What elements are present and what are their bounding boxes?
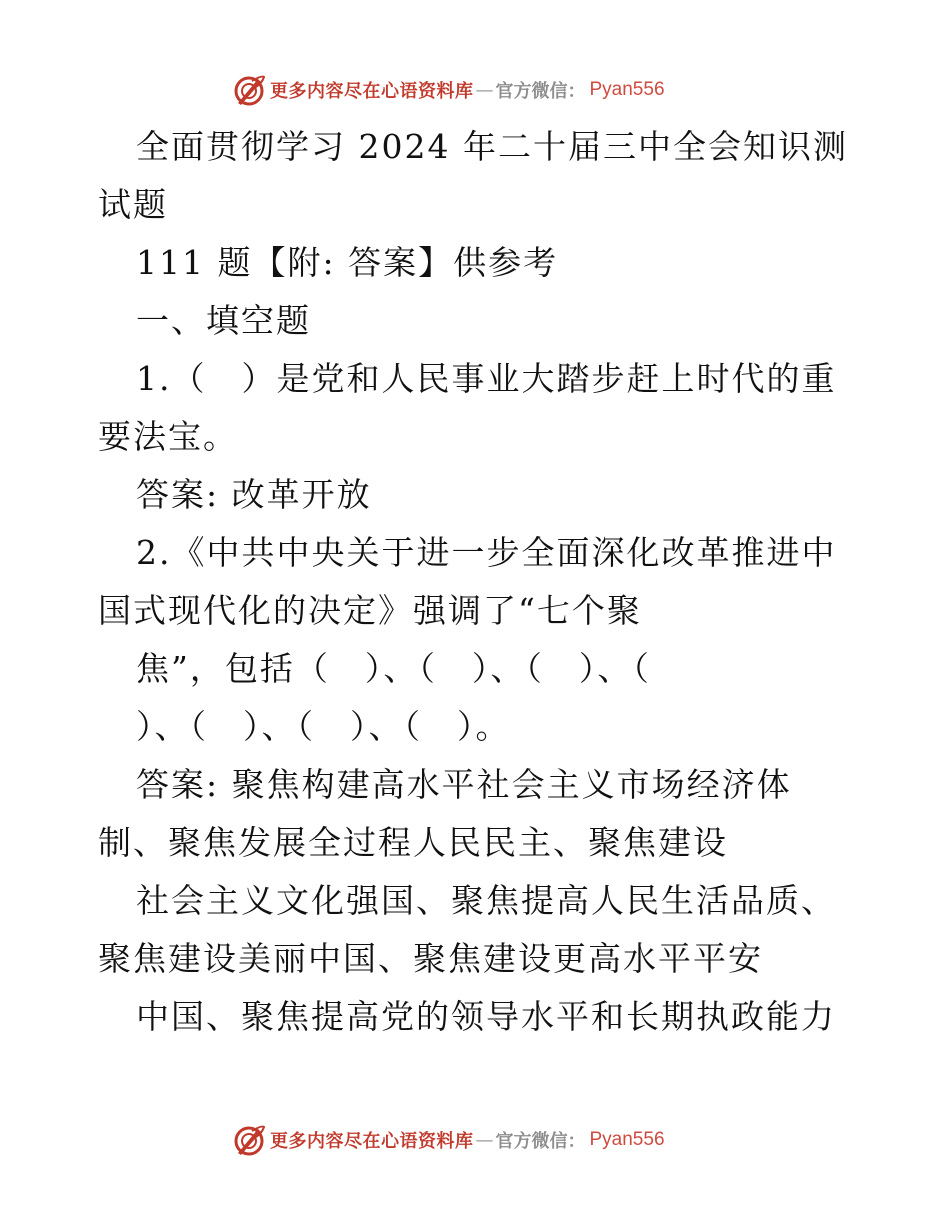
banner-content: [232, 1120, 665, 1160]
answer-2-continued: 中国、聚焦提高党的领导水平和长期执政能力: [136, 997, 836, 1036]
quill-pen-logo-icon: [232, 1123, 266, 1157]
header-watermark-banner: [0, 70, 950, 110]
banner-separator: —: [475, 1129, 494, 1151]
banner-content: [232, 70, 665, 110]
banner-main-text: 更多内容尽在心语资料库: [270, 81, 474, 102]
banner-wechat-id: Pyan556: [589, 79, 665, 100]
document-title: 全面贯彻学习 2024 年二十届三中全会知识测试题: [98, 127, 848, 224]
banner-wechat-label: 官方微信：: [495, 81, 586, 102]
document-body: [98, 118, 858, 1046]
answer-2-continued: 社会主义文化强国、聚焦提高人民生活品质、聚焦建设美丽中国、聚焦建设更高水平平安: [98, 881, 836, 978]
question-2: 2.《中共中央关于进一步全面深化改革推进中国式现代化的决定》强调了“七个聚: [98, 533, 837, 630]
document-subtitle: 111 题【附: 答案】供参考: [136, 243, 559, 282]
banner-separator: —: [475, 79, 494, 101]
banner-wechat-id: Pyan556: [589, 1129, 665, 1150]
banner-wechat-label: 官方微信：: [495, 1131, 586, 1152]
answer-2: 答案: 聚焦构建高水平社会主义市场经济体制、聚焦发展全过程人民民主、聚焦建设: [98, 765, 792, 862]
answer-1: 答案: 改革开放: [136, 475, 372, 514]
question-2-continued: 焦”，包括（ ）、（ ）、（ ）、（: [136, 649, 651, 688]
question-1: 1.（ ）是党和人民事业大踏步赶上时代的重要法宝。: [98, 359, 837, 456]
quill-pen-logo-icon: [232, 73, 266, 107]
banner-main-text: 更多内容尽在心语资料库: [270, 1131, 474, 1152]
section-heading: 一、填空题: [136, 301, 311, 340]
footer-watermark-banner: [0, 1120, 950, 1160]
question-2-continued: ）、（ ）、（ ）、（ ）。: [136, 707, 511, 746]
